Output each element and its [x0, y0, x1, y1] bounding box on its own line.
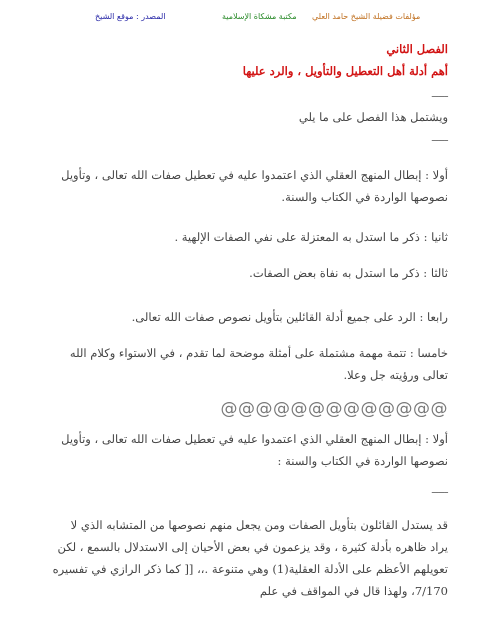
header-library: مكتبة مشكاة الإسلامية [222, 12, 297, 21]
chapter-subtitle: أهم أدلة أهل التعطيل والتأويل ، والرد عليها [242, 64, 448, 78]
list-item: ثالثا : ذكر ما استدل به نفاة بعض الصفات. [249, 266, 448, 280]
list-item: أولا : إبطال المنهج العقلي الذي اعتمدوا عليه في تعطيل صفات الله تعالى ، وتأويل نصوصها الواردة في الكتاب والسنة. [61, 168, 448, 204]
separator: ـــــ [431, 131, 448, 144]
separator: ـــــ [431, 87, 448, 100]
section-heading: أولا : إبطال المنهج العقلي الذي اعتمدوا عليه في تعطيل صفات الله تعالى ، وتأويل نصوصها الواردة في الكتاب والسنة : [61, 432, 448, 468]
body-paragraph: قد يستدل القائلون بتأويل الصفات ومن يجعل منهم نصوصها من المتشابه الذي لا يراد ظاهره بأدلة كثيرة ، وقد يزعمون في بعض الأحيان إلى الاستدلال بالسمع ، لكن تعويلهم الأعظم على الأدلة العقلية(1) وهي متنوعة .،، [[ كما ذكر الرازي في تفسيره 7/170، ولهذا قال في المواقف في علم [52, 518, 448, 598]
list-item: رابعا : الرد على جميع أدلة القائلين بتأويل نصوص صفات الله تعالى. [131, 310, 448, 324]
chapter-title: الفصل الثاني [386, 42, 448, 56]
header-source: المصدر : موقع الشيخ [95, 12, 166, 21]
list-item: خامسا : تتمة مهمة مشتملة على أمثلة موضحة لما تقدم ، في الاستواء وكلام الله تعالى ورؤيته جل وعلا. [69, 346, 448, 382]
header-author: مؤلفات فضيلة الشيخ حامد العلي [312, 12, 421, 21]
list-item: ثانيا : ذكر ما استدل به المعتزلة على نفي الصفات الإلهية . [174, 230, 448, 244]
separator: ـــــ [431, 483, 448, 496]
divider-marks: @@@@@@@@@@@@@ [220, 399, 448, 419]
intro-line: ويشتمل هذا الفصل على ما يلي [298, 110, 448, 124]
